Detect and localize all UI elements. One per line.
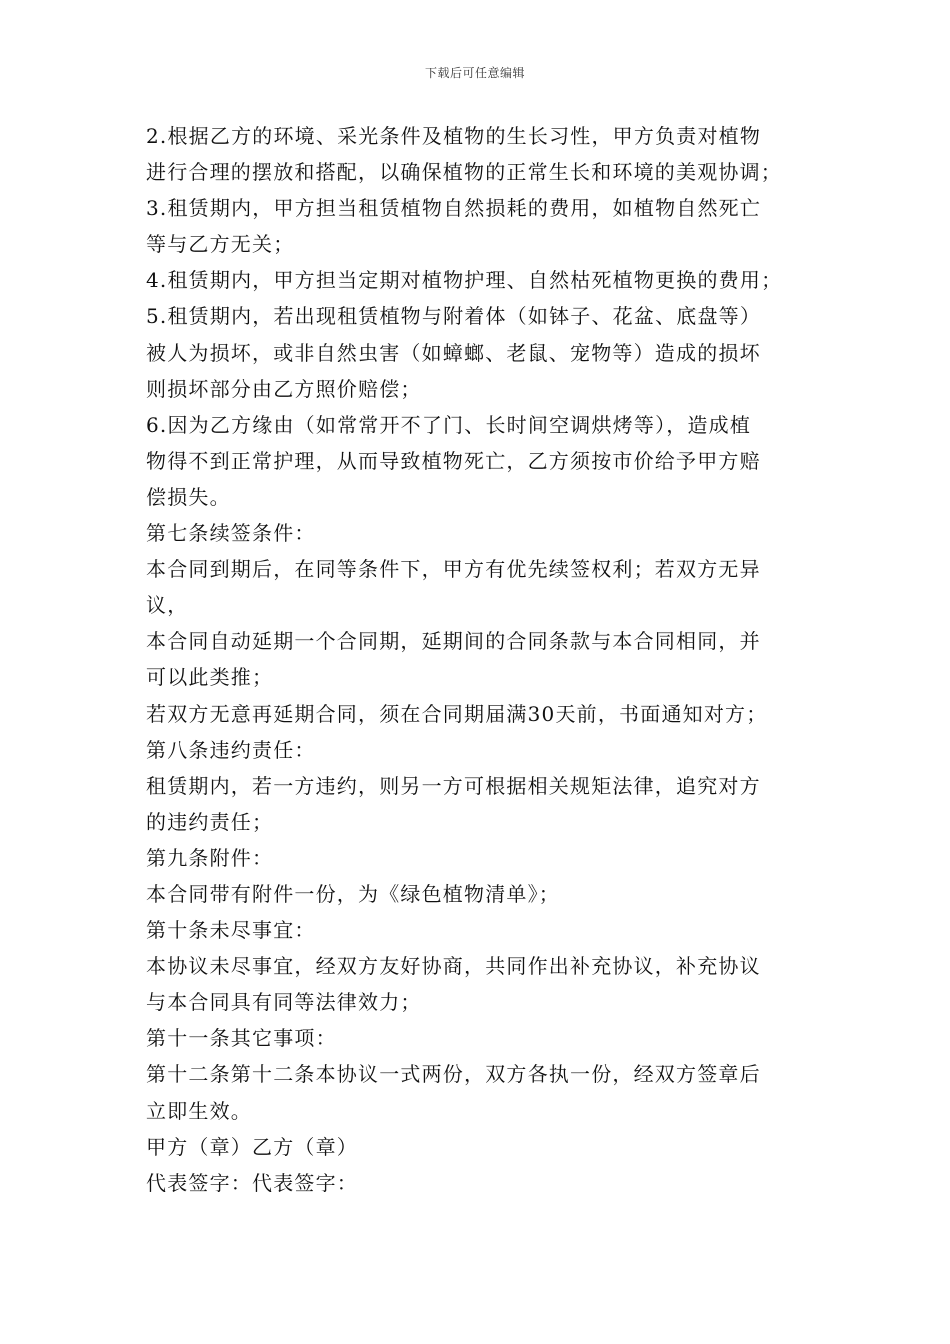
text-line: 等与乙方无关； [146,232,295,257]
text-line: 物得不到正常护理，从而导致植物死亡，乙方须按市价给予甲方赔 [146,448,761,473]
text-line: 本合同自动延期一个合同期，延期间的合同条款与本合同相同，并 [146,629,761,654]
text-line: 立即生效。 [146,1098,252,1123]
section-heading: 第八条违约责任： [146,737,316,762]
section-heading: 第七条续签条件： [146,521,316,546]
text-line: 2.根据乙方的环境、采光条件及植物的生长习性，甲方负责对植物 [146,124,762,148]
text-line: 本合同到期后，在同等条件下，甲方有优先续签权利；若双方无异 [146,557,761,582]
text-line: 5.租赁期内，若出现租赁植物与附着体（如钵子、花盆、底盘等） [146,304,762,329]
text-line: 议， [146,593,189,618]
text-line: 6.因为乙方缘由（如常常开不了门、长时间空调烘烤等），造成植 [146,412,752,437]
text-line: 则损坏部分由乙方照价赔偿； [146,376,422,401]
text-line: 租赁期内，若一方违约，则另一方可根据相关规矩法律，追究对方 [146,773,761,798]
signature-line: 甲方（章）乙方（章） [146,1134,358,1159]
text-line: 第十二条第十二条本协议一式两份，双方各执一份，经双方签章后 [146,1062,761,1087]
text-line: 的违约责任； [146,809,274,834]
text-line: 被人为损坏，或非自然虫害（如蟑螂、老鼠、宠物等）造成的损坏 [146,340,761,365]
page-header: 下载后可任意编辑 [424,66,525,80]
text-line: 若双方无意再延期合同，须在合同期届满30天前，书面通知对方； [146,701,768,726]
signature-line: 代表签字：代表签字： [146,1170,358,1195]
text-line: 3.租赁期内，甲方担当租赁植物自然损耗的费用，如植物自然死亡 [146,196,762,221]
text-line: 4.租赁期内，甲方担当定期对植物护理、自然枯死植物更换的费用； [146,268,783,293]
text-line: 偿损失。 [146,484,231,509]
section-heading: 第九条附件： [146,845,274,870]
text-line: 进行合理的摆放和搭配，以确保植物的正常生长和环境的美观协调； [146,160,782,185]
text-line: 可以此类推； [146,665,274,690]
section-heading: 第十条未尽事宜： [146,918,316,943]
section-heading: 第十一条其它事项： [146,1026,337,1051]
text-line: 与本合同具有同等法律效力； [146,990,422,1015]
text-line: 本协议未尽事宜，经双方友好协商，共同作出补充协议，补充协议 [146,954,761,979]
text-line: 本合同带有附件一份，为《绿色植物清单》； [146,881,560,906]
contract-body [146,118,826,1201]
